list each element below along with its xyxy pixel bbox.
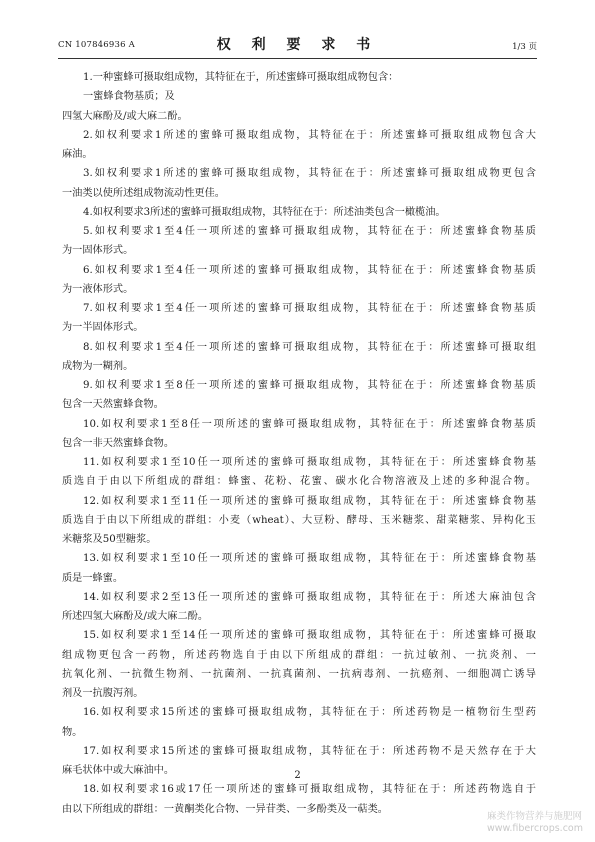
claim-text-line: 2.如权利要求1所述的蜜蜂可摄取组成物，其特征在于：所述蜜蜂可摄取组成物包含大 <box>83 129 536 141</box>
claim-text-line: 米糖浆及50型糖浆。 <box>62 534 157 545</box>
claim-text-line: 12.如权利要求1至11任一项所述的蜜蜂可摄取组成物，其特征在于：所述蜜蜂食物基 <box>83 495 536 507</box>
watermark-site-name: 麻类作物营养与施肥网 <box>486 811 582 822</box>
watermark-url: www.fibercrops.com <box>486 823 583 834</box>
claim-text-line: 6.如权利要求1至4任一项所述的蜜蜂可摄取组成物，其特征在于：所述蜜蜂食物基质 <box>83 264 536 276</box>
claim-text-line: 为一液体形式。 <box>62 283 134 295</box>
claim-text-line: 一油类以使所述组成物流动性更佳。 <box>62 187 225 199</box>
claim-text-line: 4.如权利要求3所述的蜜蜂可摄取组成物，其特征在于：所述油类包含一橄榄油。 <box>83 206 446 218</box>
claim-text-line: 14.如权利要求2至13任一项所述的蜜蜂可摄取组成物，其特征在于：所述大麻油包含 <box>83 591 536 603</box>
claim-text-line: 9.如权利要求1至8任一项所述的蜜蜂可摄取组成物，其特征在于：所述蜜蜂食物基质 <box>83 380 536 391</box>
claim-text-line: 物。 <box>62 726 83 738</box>
document-title: 权 利 要 求 书 <box>216 37 379 53</box>
page-header <box>58 34 537 56</box>
claim-text-line: 质是一蜂蜜。 <box>62 572 124 584</box>
claim-text-line: 组成物更包含一药物，所述药物选自于由以下所组成的群组：一抗过敏剂、一抗炎剂、一 <box>62 649 536 661</box>
claim-text-line: 3.如权利要求1所述的蜜蜂可摄取组成物，其特征在于：所述蜜蜂可摄取组成物更包含 <box>83 168 536 180</box>
claim-text-line: 麻毛状体中或大麻油中。 <box>62 765 175 776</box>
site-watermark <box>487 811 583 835</box>
claim-text-line: 包含一非天然蜜蜂食物。 <box>62 437 175 449</box>
claim-text-line: 17.如权利要求15所述的蜜蜂可摄取组成物，其特征在于：所述药物不是天然存在于大 <box>83 745 536 757</box>
claim-text-line: 四氢大麻酚及/或大麻二酚。 <box>62 110 188 122</box>
claim-text-line: 为一半固体形式。 <box>62 322 144 334</box>
claims-body <box>62 68 536 819</box>
claim-text-line: 7.如权利要求1至4任一项所述的蜜蜂可摄取组成物，其特征在于：所述蜜蜂食物基质 <box>83 303 536 314</box>
claim-text-line: 成物为一糊剂。 <box>62 360 134 372</box>
claim-text-line: 15.如权利要求1至14任一项所述的蜜蜂可摄取组成物，其特征在于：所述蜜蜂可摄取 <box>83 630 536 642</box>
claim-text-line: 为一固体形式。 <box>62 245 134 257</box>
page-indicator: 1/3 页 <box>512 42 537 52</box>
claim-text-line: 10.如权利要求1至8任一项所述的蜜蜂可摄取组成物，其特征在于：所述蜜蜂食物基质 <box>83 418 536 430</box>
page-number: 2 <box>294 770 301 781</box>
claim-text-line: 1.一种蜜蜂可摄取组成物，其特征在于，所述蜜蜂可摄取组成物包含： <box>83 72 399 83</box>
claim-text-line: 16.如权利要求15所述的蜜蜂可摄取组成物，其特征在于：所述药物是一植物衍生型药 <box>83 707 536 719</box>
claim-text-line: 5.如权利要求1至4任一项所述的蜜蜂可摄取组成物，其特征在于：所述蜜蜂食物基质 <box>83 226 536 237</box>
claim-text-line: 麻油。 <box>62 149 93 160</box>
claim-text-line: 包含一天然蜜蜂食物。 <box>62 399 164 411</box>
document-number: CN 107846936 A <box>58 40 135 50</box>
claim-text-line: 11.如权利要求1至10任一项所述的蜜蜂可摄取组成物，其特征在于：所述蜜蜂食物基 <box>83 457 536 468</box>
claim-text-line: 8.如权利要求1至4任一项所述的蜜蜂可摄取组成物，其特征在于：所述蜜蜂可摄取组 <box>83 341 536 353</box>
claim-text-line: 剂及一抗腹泻剂。 <box>62 688 144 699</box>
claim-text-line: 一蜜蜂食物基质；及 <box>83 91 175 103</box>
claim-text-line: 质选自于由以下所组成的群组：小麦（wheat）、大豆粉、酵母、玉米糖浆、甜菜糖浆、异构化玉 <box>62 514 536 526</box>
claim-text-line: 13.如权利要求1至10任一项所述的蜜蜂可摄取组成物，其特征在于：所述蜜蜂食物基 <box>83 553 536 565</box>
claim-text-line: 18.如权利要求16或17任一项所述的蜜蜂可摄取组成物，其特征在于：所述药物选自于 <box>83 784 536 796</box>
header-rule <box>58 58 537 59</box>
claim-text-line: 所述四氢大麻酚及/或大麻二酚。 <box>62 611 209 622</box>
claim-text-line: 质选自于由以下所组成的群组：蜂蜜、花粉、花蜜、碳水化合物溶液及上述的多种混合物。 <box>62 476 536 488</box>
claim-text-line: 由以下所组成的群组：一黄酮类化合物、一异苷类、一多酚类及一萜类。 <box>62 803 388 815</box>
claim-text-line: 抗氧化剂、一抗微生物剂、一抗菌剂、一抗真菌剂、一抗病毒剂、一抗癌剂、一细胞凋亡诱导 <box>62 668 536 680</box>
